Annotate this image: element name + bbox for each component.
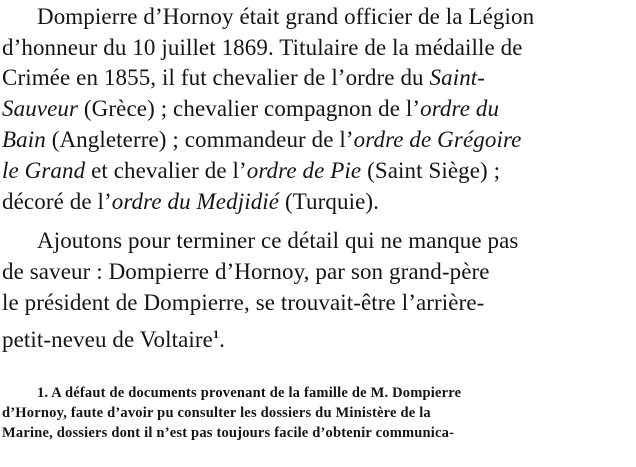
footnote-line-1: 1. A défaut de documents provenant de la famille de M. Dompierre bbox=[37, 385, 462, 401]
paragraph-1-line-3: Crimée en 1855, il fut chevalier de l’ordre du Saint- bbox=[2, 65, 486, 90]
paragraph-2-line-3: le président de Dompierre, se trouvait-être l’arrière- bbox=[2, 290, 485, 315]
paragraph-1-line-4: Sauveur (Grèce) ; chevalier compagnon de l’ordre du bbox=[2, 96, 500, 121]
footnote-reference: 1 bbox=[212, 327, 220, 341]
paragraph-2-line-1: Ajoutons pour terminer ce détail qui ne manque pas bbox=[37, 228, 519, 253]
paragraph-2-line-2: de saveur : Dompierre d’Hornoy, par son grand-père bbox=[2, 259, 490, 284]
paragraph-1-line-2: d’honneur du 10 juillet 1869. Titulaire de la médaille de bbox=[2, 35, 523, 60]
paragraph-2-line-4: petit-neveu de Voltaire$^1$. bbox=[2, 327, 225, 352]
footnote-line-3: Marine, dossiers dont il n’est pas toujours facile d’obtenir communica- bbox=[2, 425, 455, 441]
paragraph-1-line-1: Dompierre d’Hornoy était grand officier de la Légion bbox=[37, 4, 535, 29]
paragraph-1-line-6: le Grand et chevalier de l’ordre de Pie (Saint Siège) ; bbox=[2, 158, 501, 183]
paragraph-1-line-5: Bain (Angleterre) ; commandeur de l’ordre de Grégoire bbox=[2, 127, 522, 152]
footnote-line-2: d’Hornoy, faute d’avoir pu consulter les dossiers du Ministère de la bbox=[2, 405, 431, 421]
paragraph-1-line-7: décoré de l’ordre du Medjidié (Turquie). bbox=[2, 189, 380, 214]
